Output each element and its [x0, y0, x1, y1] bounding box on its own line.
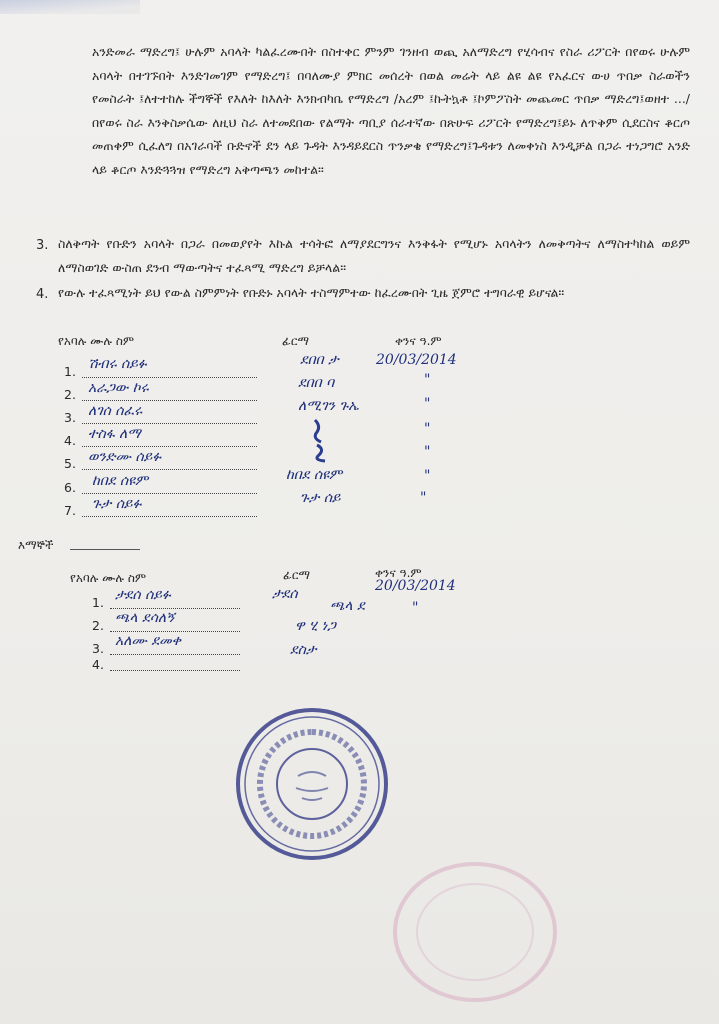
member-signature: ከበደ ሰዩም — [286, 467, 343, 483]
member-signature: ደበበ ታ — [300, 352, 339, 368]
signature-header: ፊርማ — [282, 334, 310, 348]
witness-name: ታደሰ ሰይፉ — [115, 587, 171, 603]
witness-date: ደስታ — [290, 642, 317, 658]
faint-stamp — [385, 852, 560, 1002]
witness-date: 20/03/2014 — [375, 578, 456, 594]
member-signature: ደበበ ባ — [298, 375, 335, 391]
witness-signature: ዋ ሂ ነጋ — [295, 618, 336, 634]
row-number: 7. — [64, 503, 76, 518]
name-line — [82, 493, 257, 494]
witness-name-line — [110, 670, 240, 671]
member-date: 20/03/2014 — [376, 352, 457, 368]
item-number: 4. — [36, 287, 49, 302]
witness-name-line — [110, 631, 240, 632]
name-header: የአባሉ ሙሉ ስም — [58, 334, 135, 348]
row-number: 4. — [64, 433, 76, 448]
item-text: ስለቅጣት የቡድን አባላት በጋራ በመወያየት እኩል ተሳትፎ ለማያደርግንና እንቅፋት የሚሆኑ አባላትን ለመቅጣትና ለማስተካከል ወይም ለማስወገድ ውስጠ ደንብ ማውጣትና ተፈጻሚ ማድረግ ይቻላል። — [58, 236, 690, 275]
row-number: 1. — [64, 364, 76, 379]
member-date: " — [424, 421, 431, 437]
witnesses-title-underline — [70, 549, 140, 550]
official-stamp — [232, 704, 392, 864]
item-text: የውሉ ተፈጻሚነት ይህ የውል ስምምነት የቡድኑ አባላት ተስማምተው ከፈረሙበት ጊዜ ጀምሮ ተግባራዊ ይሆናል። — [58, 285, 565, 300]
signature-scribble — [305, 415, 335, 465]
witnesses-title: እማኞች — [18, 538, 54, 552]
member-date: " — [424, 444, 431, 460]
member-signature: ለሚገን ጉኤ — [298, 398, 359, 414]
witness-name-line — [110, 608, 240, 609]
name-line — [82, 446, 257, 447]
witness-row-number: 1. — [92, 595, 104, 610]
row-number: 6. — [64, 480, 76, 495]
row-number: 3. — [64, 410, 76, 425]
witness-signature-header: ፊርማ — [283, 568, 311, 582]
page-corner-shadow — [0, 0, 140, 14]
witness-name-header: የአባሉ ሙሉ ስም — [70, 571, 147, 585]
intro-paragraph: አንድመራ ማድረግ፤ ሁሉም አባላት ካልፈረሙበት በስተቀር ምንም ገንዘብ ወጪ አለማድረግ የሂሳብና የስራ ሪፖርት በየወሩ ሁሉም አባላት በተገኙበት እንድገመገም የማድረግ፤ በባለሙያ ምክር መሰረት በወል መሬት ላይ ልዩ ልዩ የአፈርና ውሀ ጥበቃ ስራወችን የመስራት ፤ለተተከሉ ችግኞች የእለት ከእለት እንክብካቤ የማድረግ /አረም ፤ኩትኳቶ ፤ኮምፖስት መጨመር ጥበቃ ማድረግ፤ወዘተ .../በየወሩ ስራ እንቅስቃሴው ለዚህ ስራ ለተመደበው የልማት ጣቢያ ሰራተኛው በጽሁፍ ሪፖርት የማድረግ፤ይኑ ለጥቅም ሲደርስና ቆርጦ መጠቀም ሲፈለግ በአገራባች ቡድኖች ደን ላይ ጉዳት እንዳይደርስ ጥንቃቄ የማድረግ፤ጉዳቱን ለመቀነስ እንዲቻል በጋራ ተነጋግሮ አንድ ላይ ቆርጦ እንድጓጓዝ የማድረግ አቅጣጫን መከተል። — [92, 44, 690, 177]
witness-row-number: 2. — [92, 618, 104, 633]
member-name: ሽብሩ ሰይፉ — [88, 356, 147, 372]
name-line — [82, 377, 257, 378]
member-name: ወንድሙ ሰይፉ — [88, 449, 162, 465]
witness-name: ጫላ ደሳለኝ — [115, 610, 175, 626]
witness-name-line — [110, 654, 240, 655]
member-date: " — [424, 468, 431, 484]
witness-date: " — [412, 600, 419, 616]
member-name: ተስፋ ለማ — [88, 426, 141, 442]
member-name: ለገሰ ሰፈሩ — [88, 403, 142, 419]
row-number: 2. — [64, 387, 76, 402]
member-signature: ጉታ ሰይ — [300, 490, 341, 506]
witness-signature: ታደሰ — [272, 586, 298, 602]
member-date: " — [424, 396, 431, 412]
name-line — [82, 400, 257, 401]
date-header: ቀንና ዓ.ም — [395, 334, 442, 348]
witness-name: አለሙ ደመቀ — [115, 633, 182, 649]
witness-date-header: ቀንና ዓ.ም — [375, 566, 422, 580]
member-name: ጉታ ሰይፉ — [92, 496, 142, 512]
row-number: 5. — [64, 456, 76, 471]
name-line — [82, 469, 257, 470]
name-line — [82, 423, 257, 424]
witness-row-number: 3. — [92, 641, 104, 656]
member-name: ከበደ ሰዩም — [92, 473, 149, 489]
item-number: 3. — [36, 238, 49, 253]
witness-row-number: 4. — [92, 657, 104, 672]
name-line — [82, 516, 257, 517]
member-date: " — [424, 372, 431, 388]
member-date: " — [420, 490, 427, 506]
witness-signature: ጫላ ደ — [330, 598, 365, 614]
member-name: አራጋው ኮሩ — [88, 380, 149, 396]
